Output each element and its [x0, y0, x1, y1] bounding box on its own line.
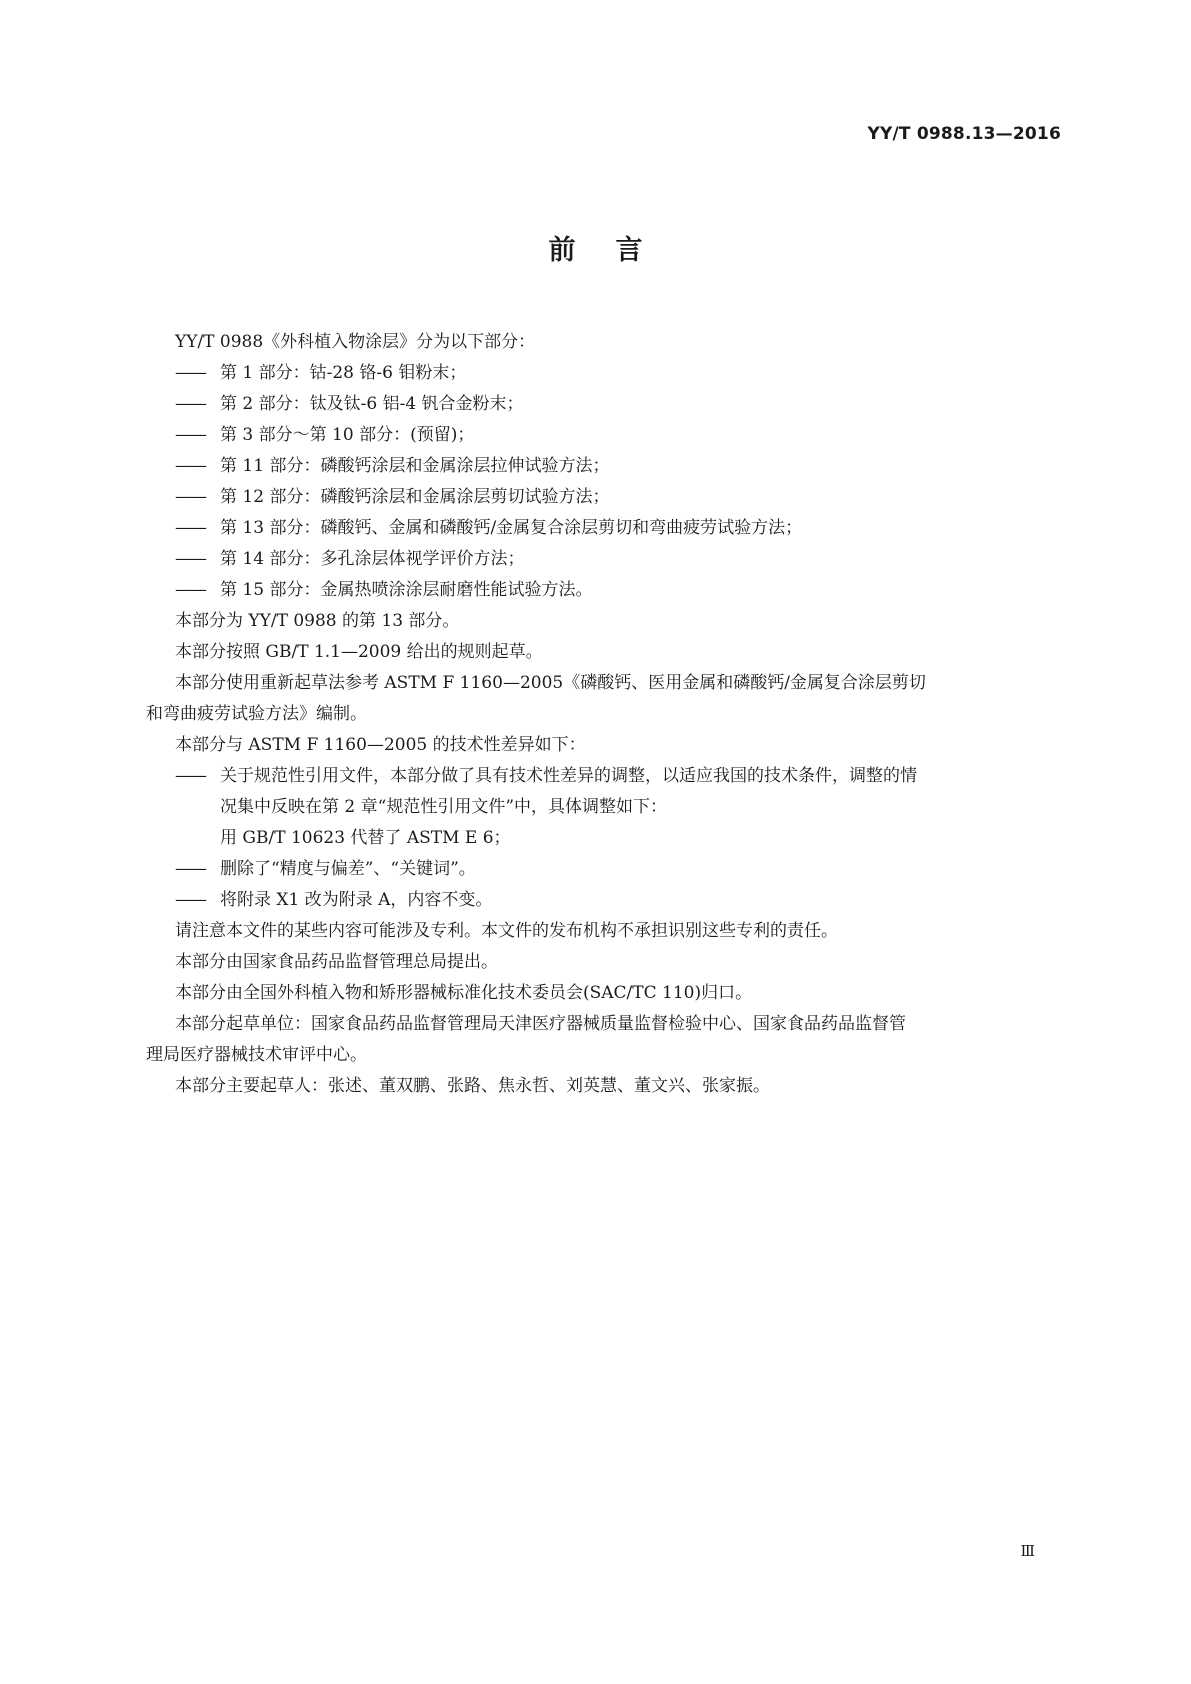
- dash-marker: ——: [175, 518, 205, 538]
- part-of-paragraph: 本部分为 YY/T 0988 的第 13 部分。: [175, 611, 460, 631]
- dash-marker: ——: [175, 890, 205, 910]
- part-1-text: 第 1 部分：钴-28 铬-6 钼粉末；: [220, 363, 467, 383]
- dash-marker: ——: [175, 394, 205, 414]
- differences-intro: 本部分与 ASTM F 1160—2005 的技术性差异如下：: [175, 735, 586, 755]
- list-item: [175, 451, 1062, 482]
- list-item: [175, 761, 1062, 792]
- part-14-text: 第 14 部分：多孔涂层体视学评价方法；: [220, 549, 525, 569]
- drafting-units-line-2: 理局医疗器械技术审评中心。: [146, 1045, 367, 1065]
- dash-marker: ——: [175, 425, 205, 445]
- drafting-units-line-1: 本部分起草单位：国家食品药品监督管理局天津医疗器械质量监督检验中心、国家食品药品监督管: [175, 1014, 906, 1034]
- intro-paragraph: YY/T 0988《外科植入物涂层》分为以下部分：: [175, 332, 536, 352]
- list-item: [175, 420, 1062, 451]
- patent-notice: 请注意本文件的某些内容可能涉及专利。本文件的发布机构不承担识别这些专利的责任。: [175, 921, 838, 941]
- list-item: [175, 885, 1062, 916]
- list-item: [175, 358, 1062, 389]
- list-item: [175, 575, 1062, 606]
- dash-marker: ——: [175, 363, 205, 383]
- page-title: 前言: [548, 235, 683, 266]
- part-3-10-text: 第 3 部分～第 10 部分：(预留)；: [220, 425, 475, 445]
- managed-by: 本部分由全国外科植入物和矫形器械标准化技术委员会(SAC/TC 110)归口。: [175, 983, 753, 1003]
- standard-code: YY/T 0988.13—2016: [867, 124, 1061, 144]
- document-body: [146, 327, 1062, 1102]
- dash-marker: ——: [175, 487, 205, 507]
- part-12-text: 第 12 部分：磷酸钙涂层和金属涂层剪切试验方法；: [220, 487, 610, 507]
- proposed-by: 本部分由国家食品药品监督管理总局提出。: [175, 952, 498, 972]
- dash-marker: ——: [175, 580, 205, 600]
- dash-marker: ——: [175, 456, 205, 476]
- dash-marker: ——: [175, 766, 205, 786]
- list-item: [175, 482, 1062, 513]
- drafting-rules-paragraph: 本部分按照 GB/T 1.1—2009 给出的规则起草。: [175, 642, 543, 662]
- part-15-text: 第 15 部分：金属热喷涂涂层耐磨性能试验方法。: [220, 580, 593, 600]
- list-item: [175, 544, 1062, 575]
- part-2-text: 第 2 部分：钛及钛-6 铝-4 钒合金粉末；: [220, 394, 524, 414]
- dash-marker: ——: [175, 859, 205, 879]
- list-item: [175, 854, 1062, 885]
- list-item: [175, 389, 1062, 420]
- list-item: [175, 513, 1062, 544]
- method-paragraph-line-1: 本部分使用重新起草法参考 ASTM F 1160—2005《磷酸钙、医用金属和磷酸钙/金属复合涂层剪切: [175, 673, 926, 693]
- part-11-text: 第 11 部分：磷酸钙涂层和金属涂层拉伸试验方法；: [220, 456, 610, 476]
- page-number: Ⅲ: [1020, 1542, 1035, 1560]
- dash-marker: ——: [175, 549, 205, 569]
- appendix-change-text: 将附录 X1 改为附录 A，内容不变。: [220, 890, 493, 910]
- normative-ref-line-2: 况集中反映在第 2 章“规范性引用文件”中，具体调整如下：: [220, 797, 668, 817]
- method-paragraph-line-2: 和弯曲疲劳试验方法》编制。: [146, 704, 367, 724]
- normative-ref-line-1: 关于规范性引用文件，本部分做了具有技术性差异的调整，以适应我国的技术条件，调整的情: [220, 766, 917, 786]
- part-13-text: 第 13 部分：磷酸钙、金属和磷酸钙/金属复合涂层剪切和弯曲疲劳试验方法；: [220, 518, 803, 538]
- normative-ref-line-3: 用 GB/T 10623 代替了 ASTM E 6；: [220, 828, 511, 848]
- main-drafters: 本部分主要起草人：张述、董双鹏、张路、焦永哲、刘英慧、董文兴、张家振。: [175, 1076, 770, 1096]
- deleted-sections-text: 删除了“精度与偏差”、“关键词”。: [220, 859, 476, 879]
